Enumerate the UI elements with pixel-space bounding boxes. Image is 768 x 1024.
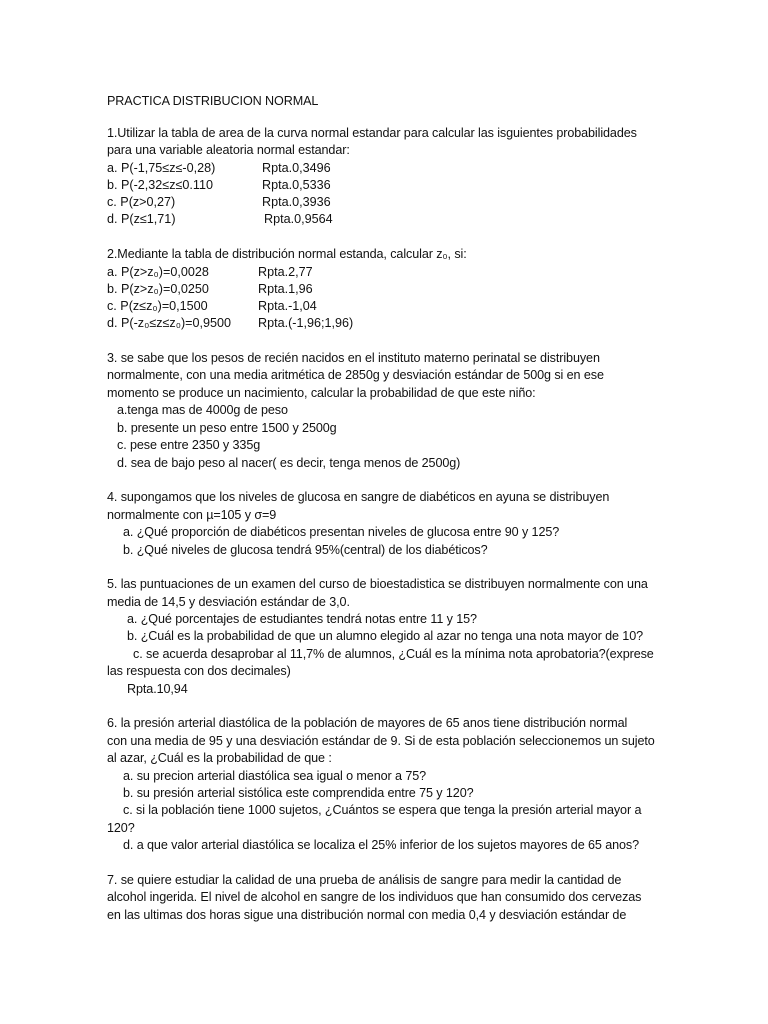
q5-item-b: b. ¿Cuál es la probabilidad de que un alumno elegido al azar no tenga una nota mayor de 10? <box>127 629 644 643</box>
q6-item-c-line-1: c. si la población tiene 1000 sujetos, ¿Cuántos se espera que tenga la presión arterial mayor a <box>123 803 642 817</box>
q2-item-a-answer: Rpta.2,77 <box>258 265 313 279</box>
q4-line-1: 4. supongamos que los niveles de glucosa en sangre de diabéticos en ayuna se distribuyen <box>107 490 610 504</box>
q2-item-d-expr: d. P(-z₀≤z≤z₀)=0,9500 <box>107 316 232 330</box>
q1-item-d-expr: d. P(z≤1,71) <box>107 212 176 226</box>
q5-item-c-line-2: las respuesta con dos decimales) <box>107 664 291 678</box>
q4-line-2: normalmente con µ=105 y σ=9 <box>107 508 277 522</box>
q2-item-a-expr: a. P(z>z₀)=0,0028 <box>107 265 209 279</box>
document-title: PRACTICA DISTRIBUCION NORMAL <box>107 94 319 108</box>
q2-intro: 2.Mediante la tabla de distribución normal estanda, calcular z₀, si: <box>107 247 467 261</box>
q5-answer: Rpta.10,94 <box>127 682 188 696</box>
q2-item-c-answer: Rpta.-1,04 <box>258 299 317 313</box>
q1-intro-line-2: para una variable aleatoria normal estandar: <box>107 143 350 157</box>
q1-item-a-expr: a. P(-1,75≤z≤-0,28) <box>107 161 216 175</box>
q6-item-d: d. a que valor arterial diastólica se localiza el 25% inferior de los sujetos mayores de 65 anos? <box>123 838 640 852</box>
q1-intro-line-1: 1.Utilizar la tabla de area de la curva normal estandar para calcular las isguientes probabilidades <box>107 126 637 140</box>
q7-line-3: en las ultimas dos horas sigue una distribución normal con media 0,4 y desviación estándar de <box>107 908 627 922</box>
q3-item-c: c. pese entre 2350 y 335g <box>117 438 261 452</box>
q3-line-1: 3. se sabe que los pesos de recién nacidos en el instituto materno perinatal se distribuyen <box>107 351 600 365</box>
q5-line-1: 5. las puntuaciones de un examen del curso de bioestadistica se distribuyen normalmente con una <box>107 577 648 591</box>
q1-item-b-answer: Rpta.0,5336 <box>262 178 331 192</box>
q6-item-a: a. su precion arterial diastólica sea igual o menor a 75? <box>123 769 427 783</box>
q2-item-c-expr: c. P(z≤z₀)=0,1500 <box>107 299 208 313</box>
q4-item-b: b. ¿Qué niveles de glucosa tendrá 95%(central) de los diabéticos? <box>123 543 488 557</box>
q6-line-1: 6. la presión arterial diastólica de la población de mayores de 65 anos tiene distribución normal <box>107 716 628 730</box>
q1-item-c-expr: c. P(z>0,27) <box>107 195 176 209</box>
q2-item-b-answer: Rpta.1,96 <box>258 282 313 296</box>
q1-item-b-expr: b. P(-2,32≤z≤0.110 <box>107 178 214 192</box>
q4-item-a: a. ¿Qué proporción de diabéticos presentan niveles de glucosa entre 90 y 125? <box>123 525 560 539</box>
q1-item-c-answer: Rpta.0,3936 <box>262 195 331 209</box>
q1-item-d-answer: Rpta.0,9564 <box>264 212 333 226</box>
q6-item-c-line-2: 120? <box>107 821 135 835</box>
q2-item-b-expr: b. P(z>z₀)=0,0250 <box>107 282 209 296</box>
q2-item-d-answer: Rpta.(-1,96;1,96) <box>258 316 354 330</box>
q6-line-3: al azar, ¿Cuál es la probabilidad de que : <box>107 751 332 765</box>
q7-line-1: 7. se quiere estudiar la calidad de una prueba de análisis de sangre para medir la cantidad de <box>107 873 622 887</box>
q3-line-2: normalmente, con una media aritmética de 2850g y desviación estándar de 500g si en ese <box>107 368 604 382</box>
q5-item-a: a. ¿Qué porcentajes de estudiantes tendrá notas entre 11 y 15? <box>127 612 477 626</box>
q3-item-b: b. presente un peso entre 1500 y 2500g <box>117 421 337 435</box>
q3-line-3: momento se produce un nacimiento, calcular la probabilidad de que este niño: <box>107 386 536 400</box>
q3-item-a: a.tenga mas de 4000g de peso <box>117 403 288 417</box>
q5-line-2: media de 14,5 y desviación estándar de 3,0. <box>107 595 350 609</box>
q5-item-c-line-1: c. se acuerda desaprobar al 11,7% de alumnos, ¿Cuál es la mínima nota aprobatoria?(exprese <box>133 647 654 661</box>
q7-line-2: alcohol ingerida. El nivel de alcohol en sangre de los individuos que han consumido dos cervezas <box>107 890 642 904</box>
q6-item-b: b. su presión arterial sistólica este comprendida entre 75 y 120? <box>123 786 474 800</box>
q1-item-a-answer: Rpta.0,3496 <box>262 161 331 175</box>
q3-item-d: d. sea de bajo peso al nacer( es decir, tenga menos de 2500g) <box>117 456 461 470</box>
q6-line-2: con una media de 95 y una desviación estándar de 9. Si de esta población seleccionemos un sujeto <box>107 734 655 748</box>
